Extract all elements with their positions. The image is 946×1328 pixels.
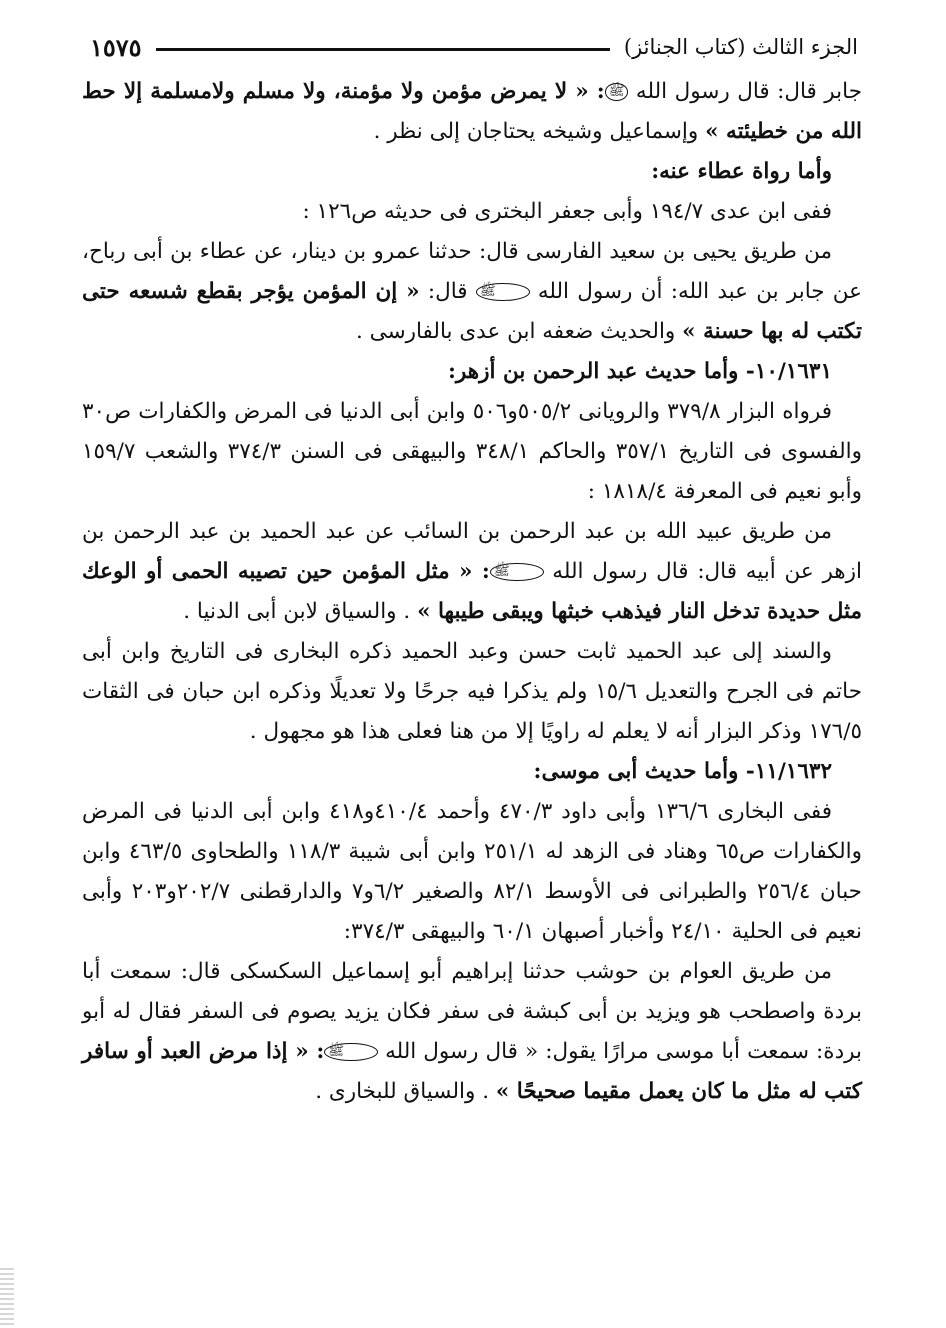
- body-text: من طريق العوام بن حوشب حدثنا إبراهيم أبو إسماعيل السكسكى قال: سمعت أبا بردة واصطحب هو ويزيد بن أبى كبشة فى سفر فكان يزيد يصوم فى السفر فقال له أبو بردة: سمعت أبا موسى مرارًا يقول: « قال رسول الله: [82, 959, 862, 1064]
- body-text: والحديث ضعفه ابن عدى بالفارسى .: [356, 319, 683, 344]
- body-text: والسند إلى عبد الحميد ثابت حسن وعبد الحميد ذكره البخارى فى التاريخ وابن أبى حاتم فى الجرح والتعديل ١٥/٦ ولم يذكرا فيه جرحًا ولا تعديلًا وذكره ابن حبان فى الثقات ١٧٦/٥ وذكر البزار أنه لا يعلم له راويًا إلا من هنا فعلى هذا هو مجهول .: [82, 639, 862, 744]
- body-text: وإسماعيل وشيخه يحتاجان إلى نظر .: [373, 119, 706, 144]
- bold-text: وأما رواة عطاء عنه:: [651, 159, 832, 184]
- paragraph-p3: [82, 192, 862, 232]
- salla-honorific: ﷺ: [324, 1043, 378, 1061]
- paragraph-p5: [82, 352, 862, 392]
- paragraph-p10: [82, 792, 862, 952]
- page-body: [82, 72, 862, 1112]
- salla-honorific: ﷺ: [490, 563, 544, 581]
- body-text: . والسياق للبخارى .: [315, 1079, 496, 1104]
- bold-text: « إن المؤمن يؤجر بقطع شسعه حتى تكتب له بها حسنة »: [82, 279, 862, 344]
- salla-honorific: ﷺ: [476, 283, 530, 301]
- running-title: الجزء الثالث (كتاب الجنائز): [623, 35, 858, 59]
- scan-edge-mark: [0, 1268, 14, 1328]
- body-text: ففى البخارى ١٣٦/٦ وأبى داود ٤٧٠/٣ وأحمد ٤١٠/٤و٤١٨ وابن أبى الدنيا فى المرض والكفارات ص٦٥ وهناد فى الزهد له ٢٥١/١ وابن أبى شيبة ١١٨/٣ والطحاوى ٤٦٣/٥ وابن حبان ٢٥٦/٤ والطبرانى فى الأوسط ٨٢/١ والصغير ٦/٢و٧ والدارقطنى ٢٠٢/٧و٢٠٣ وأبى نعيم فى الحلية ٢٤/١٠ وأخبار أصبهان ٦٠/١ والبيهقى ٣٧٤/٣:: [82, 799, 862, 944]
- paragraph-p11: [82, 952, 862, 1112]
- page-header: [90, 30, 858, 64]
- paragraph-p2: [82, 152, 862, 192]
- paragraph-p4: [82, 232, 862, 352]
- body-text: فرواه البزار ٣٧٩/٨ والرويانى ٥٠٥/٢و٥٠٦ وابن أبى الدنيا فى المرض والكفارات ص٣٠ والفسوى فى التاريخ ٣٥٧/١ والحاكم ٣٤٨/١ والبيهقى فى السنن ٣٧٤/٣ والشعب ١٥٩/٧ وأبو نعيم فى المعرفة ١٨١٨/٤ :: [82, 399, 862, 504]
- body-text: قال:: [419, 279, 476, 304]
- paragraph-p6: [82, 392, 862, 512]
- body-text: من طريق عبيد الله بن عبد الرحمن بن السائب عن عبد الحميد بن عبد الرحمن بن ازهر عن أبيه قال: قال رسول الله: [82, 519, 862, 584]
- bold-text: ١١/١٦٣٢- وأما حديث أبى موسى:: [533, 759, 832, 784]
- body-text: جابر قال: قال رسول الله: [628, 79, 862, 104]
- salla-honorific: ﷺ: [605, 83, 629, 101]
- paragraph-p8: [82, 632, 862, 752]
- body-text: من طريق يحيى بن سعيد الفارسى قال: حدثنا عمرو بن دينار، عن عطاء بن أبى رباح، عن جابر بن عبد الله: أن رسول الله: [82, 239, 863, 304]
- page-number: ١٥٧٥: [90, 32, 142, 62]
- paragraph-p1: [82, 72, 862, 152]
- bold-text: : « مثل المؤمن حين تصيبه الحمى أو الوعك مثل حديدة تدخل النار فيذهب خبثها ويبقى طيبها »: [82, 559, 862, 624]
- paragraph-p7: [82, 512, 862, 632]
- body-text: . والسياق لابن أبى الدنيا .: [183, 599, 418, 624]
- bold-text: : « إذا مرض العبد أو سافر كتب له مثل ما كان يعمل مقيما صحيحًا »: [82, 1039, 862, 1104]
- bold-text: : « لا يمرض مؤمن ولا مؤمنة، ولا مسلم ولامسلمة إلا حط الله من خطيئته »: [82, 79, 862, 144]
- body-text: ففى ابن عدى ١٩٤/٧ وأبى جعفر البخترى فى حديثه ص١٢٦ :: [302, 199, 832, 224]
- bold-text: ١٠/١٦٣١- وأما حديث عبد الرحمن بن أزهر:: [448, 359, 832, 384]
- header-rule: [156, 48, 610, 51]
- paragraph-p9: [82, 752, 862, 792]
